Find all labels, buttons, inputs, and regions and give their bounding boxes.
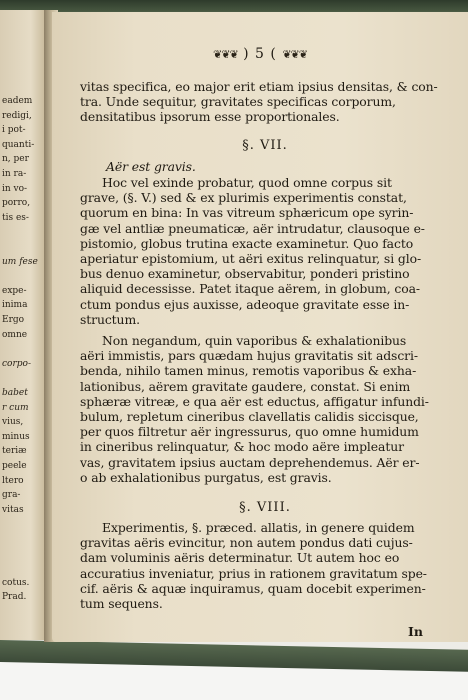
text-line: ctum pondus ejus auxisse, adeoque gravitate esse in- [80, 296, 410, 312]
left-page-fragment: n, per [2, 154, 29, 165]
text-line: gravitas aëris evincitur, non autem pondus dati cujus- [80, 535, 413, 551]
left-page-fragment: inima [2, 300, 28, 311]
text-line: aperiatur epistomium, ut aëri exitus relinquatur, si glo- [80, 251, 422, 266]
left-page-fragment: um fese [2, 256, 38, 267]
text-line: cif. aëris & aquæ inquiramus, quam docebit experimen- [80, 580, 426, 596]
ornament-left-icon: ❦❦❦ [213, 48, 238, 61]
page-header [190, 46, 330, 62]
left-page-fragment: quanti- [2, 139, 35, 150]
text-line: bus denuo examinetur, observabitur, ponderi pristino [80, 266, 410, 282]
text-line: pistomio, globus trutina exacte examinetur. Quo facto [80, 235, 414, 251]
page-number: ) 5 ( [243, 46, 277, 62]
left-page-fragment: in ra- [2, 169, 27, 179]
text-line: lationibus, aërem gravitate gaudere, constat. Si enim [80, 378, 411, 394]
text-line: aëri immistis, pars quædam hujus gravitatis sit adscri- [80, 348, 418, 364]
ornament-right-icon: ❦❦❦ [282, 48, 307, 61]
section-heading-viii: §. VIII. [239, 500, 291, 515]
left-page-fragment: peele [2, 461, 27, 471]
left-page-fragment: Prad. [2, 592, 27, 603]
text-line: sphæræ vitreæ, e qua aër est eductus, affigatur infundi- [80, 393, 429, 409]
left-page-fragment: babet [2, 388, 28, 398]
text-line: vas, gravitatem ipsius auctam deprehendemus. Aër er- [80, 454, 420, 470]
left-page-fragment: porro, [2, 198, 31, 209]
left-page-fragment: ltero [2, 475, 24, 486]
left-page-fragment: vius, [2, 417, 24, 428]
section-heading-vii: §. VII. [242, 138, 288, 153]
text-line: Non negandum, quin vaporibus & exhalationibus [102, 333, 407, 348]
text-line: Hoc vel exinde probatur, quod omne corpus sit [102, 175, 392, 190]
left-page-fragment: redigi, [2, 110, 32, 121]
text-line: dam voluminis aëris determinatur. Ut autem hoc eo [80, 550, 400, 566]
text-line: accuratius inveniatur, prius in rationem gravitatum spe- [80, 565, 427, 581]
text-line: quorum en bina: In vas vitreum sphæricum ope syrin- [80, 205, 414, 221]
left-page-fragment: cotus. [2, 577, 30, 588]
text-line: densitatibus ipsorum esse proportionales. [80, 108, 340, 124]
text-line: vitas specifica, eo major erit etiam ipsius densitas, & con- [80, 79, 438, 94]
left-facing-page [0, 10, 45, 640]
text-line: tum sequens. [80, 596, 163, 611]
text-line: gæ vel antliæ pneumaticæ, aër intrudatur, clausoque e- [80, 220, 425, 236]
left-page-fragment: teriæ [2, 446, 27, 457]
left-page-fragment: i pot- [2, 125, 26, 136]
left-page-fragment: r cum [2, 402, 29, 413]
left-page-fragment: tis es- [2, 212, 29, 223]
left-page-fragment: corpo- [2, 358, 31, 369]
left-page-fragment: Ergo [2, 315, 25, 325]
text-line: bulum, repletum cineribus clavellatis calidis siccisque, [80, 409, 419, 424]
text-line: in cineribus relinquatur, & hoc modo aëre impleatur [80, 439, 404, 455]
text-line: aliquid decessisse. Patet itaque aërem, in globum, coa- [80, 281, 420, 297]
text-line: o ab exhalationibus purgatus, est gravis. [80, 469, 332, 485]
text-line: structum. [80, 311, 140, 327]
section-subtitle-vii: Aër est gravis. [106, 159, 196, 174]
left-page-fragment: omne [2, 329, 28, 340]
text-line: per quos filtretur aër ingressurus, quo omne humidum [80, 424, 419, 440]
left-page-fragment: expe- [2, 285, 27, 296]
left-page-fragment: gra- [2, 490, 21, 501]
text-line: tra. Unde sequitur, gravitates specificas corporum, [80, 93, 396, 109]
left-page-fragment: in vo- [2, 183, 28, 194]
text-line: Experimentis, §. præced. allatis, in genere quidem [102, 520, 415, 535]
left-page-fragment: minus [2, 431, 30, 442]
left-page-fragment: eadem [2, 96, 33, 106]
catchword: In [408, 624, 423, 639]
left-page-fragment: vitas [2, 504, 24, 515]
text-line: benda, nihilo tamen minus, remotis vaporibus & exha- [80, 363, 417, 379]
text-line: grave, (§. V.) sed & ex plurimis experimentis constat, [80, 190, 407, 206]
